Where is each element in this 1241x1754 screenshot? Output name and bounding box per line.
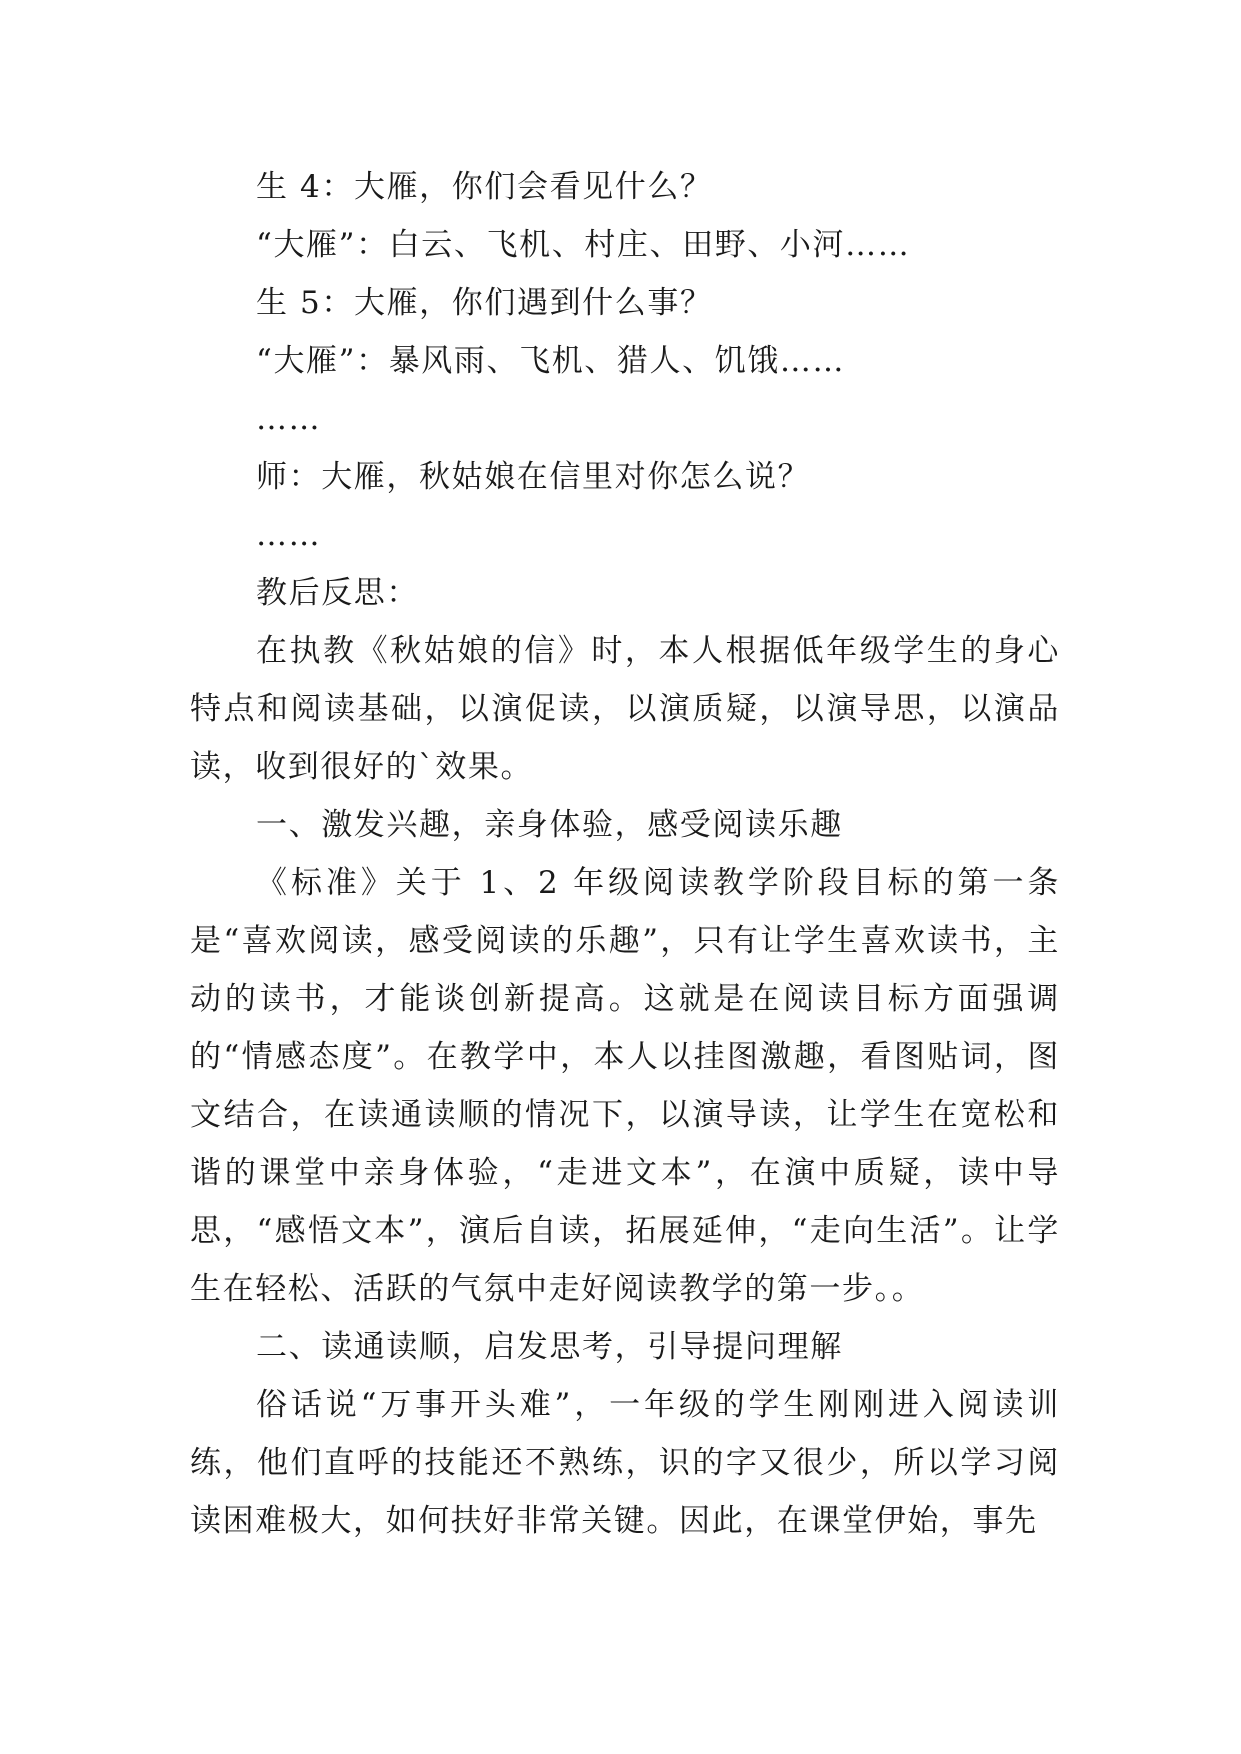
section-heading-two: 二、读通读顺，启发思考，引导提问理解 [256,1329,843,1365]
paragraph-intro: 在执教《秋姑娘的信》时，本人根据低年级学生的身心特点和阅读基础，以演促读，以演质疑，以演导思，以演品读，收到很好的`效果。 [190,633,1060,785]
dialogue-line-student-4: 生 4：大雁，你们会看见什么？ [256,169,713,205]
section-heading-one: 一、激发兴趣，亲身体验，感受阅读乐趣 [256,807,843,843]
document-body [190,158,1060,1550]
paragraph-section-two: 俗话说“万事开头难”，一年级的学生刚刚进入阅读训练，他们直呼的技能还不熟练，识的字又很少，所以学习阅读困难极大，如何扶好非常关键。因此，在课堂伊始，事先 [190,1387,1060,1539]
dialogue-line-student-5: 生 5：大雁，你们遇到什么事？ [256,285,713,321]
paragraph-section-one: 《标准》关于 1、2 年级阅读教学阶段目标的第一条是“喜欢阅读，感受阅读的乐趣”，只有让学生喜欢读书，主动的读书，才能谈创新提高。这就是在阅读目标方面强调的“情感态度”。在教学中，本人以挂图激趣，看图贴词，图文结合，在读通读顺的情况下，以演导读，让学生在宽松和谐的课堂中亲身体验，“走进文本”，在演中质疑，读中导思，“感悟文本”，演后自读，拓展延伸，“走向生活”。让学生在轻松、活跃的气氛中走好阅读教学的第一步。。 [190,865,1060,1307]
ellipsis-line: …… [256,401,322,437]
dialogue-line-teacher: 师：大雁，秋姑娘在信里对你怎么说？ [256,459,811,495]
dialogue-line-goose-answer-1: “大雁”：白云、飞机、村庄、田野、小河…… [256,227,911,263]
section-heading-reflection: 教后反思： [256,575,419,611]
ellipsis-line: …… [256,517,322,553]
dialogue-line-goose-answer-2: “大雁”：暴风雨、飞机、猎人、饥饿…… [256,343,846,379]
